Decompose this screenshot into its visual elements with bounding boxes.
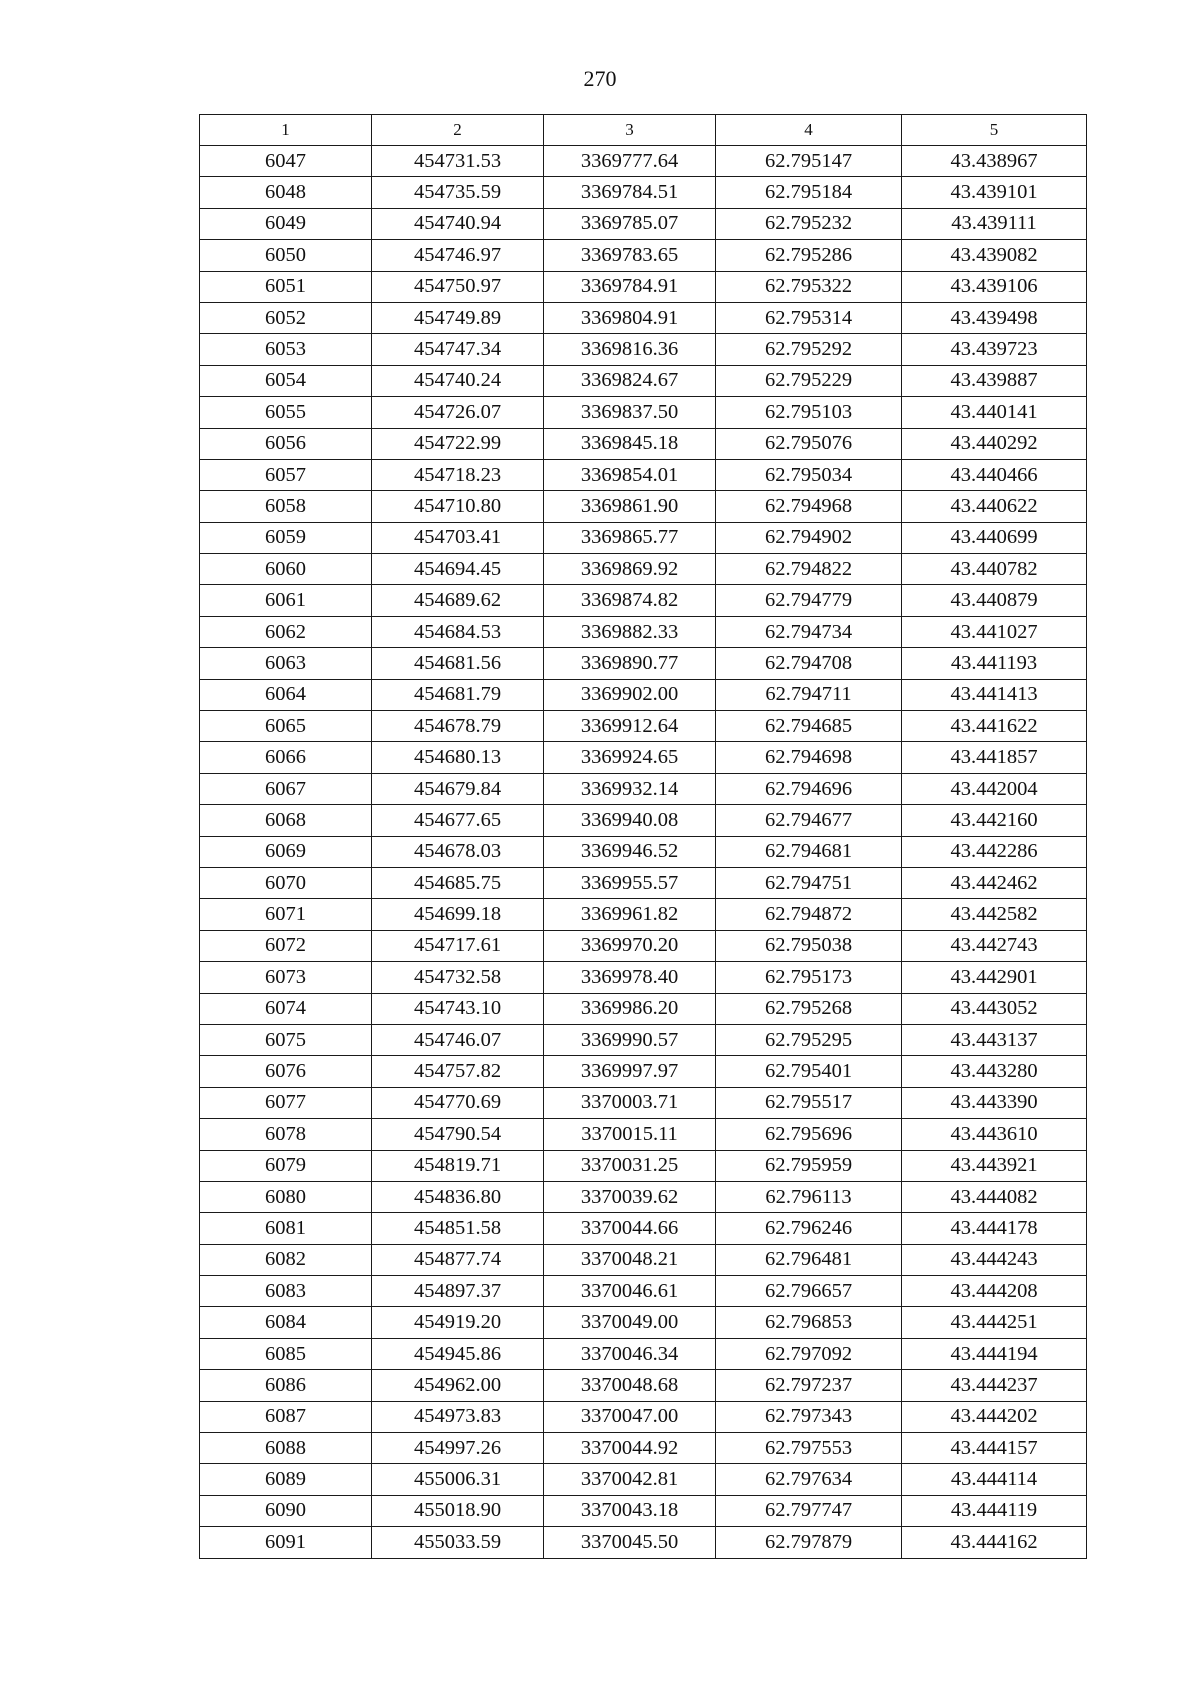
y-coordinate-cell: 3369955.57 xyxy=(544,867,716,898)
longitude-cell: 62.795286 xyxy=(716,240,902,271)
table-row xyxy=(200,930,1087,961)
longitude-cell: 62.795292 xyxy=(716,334,902,365)
x-coordinate-cell: 454732.58 xyxy=(372,962,544,993)
point-number-cell: 6080 xyxy=(200,1181,372,1212)
point-number-cell: 6056 xyxy=(200,428,372,459)
coordinates-table xyxy=(199,114,1087,1559)
table-row xyxy=(200,522,1087,553)
table-row xyxy=(200,1401,1087,1432)
y-coordinate-cell: 3369912.64 xyxy=(544,711,716,742)
table-row xyxy=(200,1527,1087,1558)
point-number-cell: 6061 xyxy=(200,585,372,616)
y-coordinate-cell: 3370043.18 xyxy=(544,1495,716,1526)
y-coordinate-cell: 3369845.18 xyxy=(544,428,716,459)
latitude-cell: 43.443137 xyxy=(902,1024,1087,1055)
longitude-cell: 62.794711 xyxy=(716,679,902,710)
latitude-cell: 43.444194 xyxy=(902,1338,1087,1369)
x-coordinate-cell: 455018.90 xyxy=(372,1495,544,1526)
point-number-cell: 6071 xyxy=(200,899,372,930)
point-number-cell: 6086 xyxy=(200,1370,372,1401)
latitude-cell: 43.444157 xyxy=(902,1433,1087,1464)
x-coordinate-cell: 454877.74 xyxy=(372,1244,544,1275)
table-row xyxy=(200,554,1087,585)
latitude-cell: 43.443052 xyxy=(902,993,1087,1024)
point-number-cell: 6067 xyxy=(200,773,372,804)
latitude-cell: 43.441193 xyxy=(902,648,1087,679)
y-coordinate-cell: 3369865.77 xyxy=(544,522,716,553)
point-number-cell: 6052 xyxy=(200,302,372,333)
y-coordinate-cell: 3370044.92 xyxy=(544,1433,716,1464)
x-coordinate-cell: 454681.56 xyxy=(372,648,544,679)
point-number-cell: 6068 xyxy=(200,805,372,836)
point-number-cell: 6060 xyxy=(200,554,372,585)
point-number-cell: 6059 xyxy=(200,522,372,553)
column-header: 5 xyxy=(902,115,1087,146)
table-row xyxy=(200,993,1087,1024)
y-coordinate-cell: 3369854.01 xyxy=(544,459,716,490)
longitude-cell: 62.794751 xyxy=(716,867,902,898)
longitude-cell: 62.795517 xyxy=(716,1087,902,1118)
latitude-cell: 43.444082 xyxy=(902,1181,1087,1212)
longitude-cell: 62.797553 xyxy=(716,1433,902,1464)
x-coordinate-cell: 454679.84 xyxy=(372,773,544,804)
y-coordinate-cell: 3369784.91 xyxy=(544,271,716,302)
latitude-cell: 43.442004 xyxy=(902,773,1087,804)
point-number-cell: 6087 xyxy=(200,1401,372,1432)
longitude-cell: 62.794708 xyxy=(716,648,902,679)
point-number-cell: 6050 xyxy=(200,240,372,271)
longitude-cell: 62.795184 xyxy=(716,177,902,208)
longitude-cell: 62.795401 xyxy=(716,1056,902,1087)
x-coordinate-cell: 454790.54 xyxy=(372,1119,544,1150)
y-coordinate-cell: 3370003.71 xyxy=(544,1087,716,1118)
table-row xyxy=(200,711,1087,742)
x-coordinate-cell: 454689.62 xyxy=(372,585,544,616)
longitude-cell: 62.795959 xyxy=(716,1150,902,1181)
longitude-cell: 62.795103 xyxy=(716,397,902,428)
x-coordinate-cell: 454678.03 xyxy=(372,836,544,867)
x-coordinate-cell: 454919.20 xyxy=(372,1307,544,1338)
table-row xyxy=(200,302,1087,333)
table-row xyxy=(200,1276,1087,1307)
latitude-cell: 43.440782 xyxy=(902,554,1087,585)
x-coordinate-cell: 454718.23 xyxy=(372,459,544,490)
point-number-cell: 6091 xyxy=(200,1527,372,1558)
latitude-cell: 43.443390 xyxy=(902,1087,1087,1118)
latitude-cell: 43.442462 xyxy=(902,867,1087,898)
x-coordinate-cell: 454746.97 xyxy=(372,240,544,271)
longitude-cell: 62.794902 xyxy=(716,522,902,553)
x-coordinate-cell: 454735.59 xyxy=(372,177,544,208)
x-coordinate-cell: 454699.18 xyxy=(372,899,544,930)
longitude-cell: 62.795038 xyxy=(716,930,902,961)
y-coordinate-cell: 3370031.25 xyxy=(544,1150,716,1181)
table-row xyxy=(200,1056,1087,1087)
y-coordinate-cell: 3369978.40 xyxy=(544,962,716,993)
y-coordinate-cell: 3369986.20 xyxy=(544,993,716,1024)
y-coordinate-cell: 3370039.62 xyxy=(544,1181,716,1212)
longitude-cell: 62.797879 xyxy=(716,1527,902,1558)
table-row xyxy=(200,1307,1087,1338)
x-coordinate-cell: 454757.82 xyxy=(372,1056,544,1087)
longitude-cell: 62.794968 xyxy=(716,491,902,522)
y-coordinate-cell: 3369961.82 xyxy=(544,899,716,930)
table-row xyxy=(200,773,1087,804)
point-number-cell: 6047 xyxy=(200,146,372,177)
latitude-cell: 43.444251 xyxy=(902,1307,1087,1338)
point-number-cell: 6078 xyxy=(200,1119,372,1150)
x-coordinate-cell: 454945.86 xyxy=(372,1338,544,1369)
point-number-cell: 6088 xyxy=(200,1433,372,1464)
y-coordinate-cell: 3370042.81 xyxy=(544,1464,716,1495)
y-coordinate-cell: 3370015.11 xyxy=(544,1119,716,1150)
y-coordinate-cell: 3370049.00 xyxy=(544,1307,716,1338)
column-header: 1 xyxy=(200,115,372,146)
point-number-cell: 6085 xyxy=(200,1338,372,1369)
latitude-cell: 43.440622 xyxy=(902,491,1087,522)
table-row xyxy=(200,679,1087,710)
point-number-cell: 6090 xyxy=(200,1495,372,1526)
latitude-cell: 43.442743 xyxy=(902,930,1087,961)
longitude-cell: 62.795232 xyxy=(716,208,902,239)
latitude-cell: 43.441622 xyxy=(902,711,1087,742)
point-number-cell: 6079 xyxy=(200,1150,372,1181)
column-header: 2 xyxy=(372,115,544,146)
point-number-cell: 6074 xyxy=(200,993,372,1024)
x-coordinate-cell: 454836.80 xyxy=(372,1181,544,1212)
table-row xyxy=(200,208,1087,239)
table-row xyxy=(200,962,1087,993)
table-row xyxy=(200,1213,1087,1244)
x-coordinate-cell: 454746.07 xyxy=(372,1024,544,1055)
x-coordinate-cell: 454749.89 xyxy=(372,302,544,333)
table-row xyxy=(200,585,1087,616)
y-coordinate-cell: 3370048.21 xyxy=(544,1244,716,1275)
table-row xyxy=(200,177,1087,208)
point-number-cell: 6065 xyxy=(200,711,372,742)
table-row xyxy=(200,805,1087,836)
point-number-cell: 6077 xyxy=(200,1087,372,1118)
y-coordinate-cell: 3369990.57 xyxy=(544,1024,716,1055)
point-number-cell: 6083 xyxy=(200,1276,372,1307)
table-row xyxy=(200,459,1087,490)
point-number-cell: 6089 xyxy=(200,1464,372,1495)
y-coordinate-cell: 3369997.97 xyxy=(544,1056,716,1087)
latitude-cell: 43.442901 xyxy=(902,962,1087,993)
point-number-cell: 6062 xyxy=(200,616,372,647)
latitude-cell: 43.442286 xyxy=(902,836,1087,867)
longitude-cell: 62.797092 xyxy=(716,1338,902,1369)
point-number-cell: 6058 xyxy=(200,491,372,522)
table-row xyxy=(200,397,1087,428)
y-coordinate-cell: 3370046.61 xyxy=(544,1276,716,1307)
latitude-cell: 43.439106 xyxy=(902,271,1087,302)
x-coordinate-cell: 454740.94 xyxy=(372,208,544,239)
latitude-cell: 43.442582 xyxy=(902,899,1087,930)
latitude-cell: 43.440292 xyxy=(902,428,1087,459)
longitude-cell: 62.795295 xyxy=(716,1024,902,1055)
latitude-cell: 43.439723 xyxy=(902,334,1087,365)
longitude-cell: 62.795229 xyxy=(716,365,902,396)
table-row xyxy=(200,1024,1087,1055)
y-coordinate-cell: 3369924.65 xyxy=(544,742,716,773)
point-number-cell: 6069 xyxy=(200,836,372,867)
x-coordinate-cell: 454685.75 xyxy=(372,867,544,898)
y-coordinate-cell: 3370047.00 xyxy=(544,1401,716,1432)
y-coordinate-cell: 3369861.90 xyxy=(544,491,716,522)
table-row xyxy=(200,1181,1087,1212)
table-row xyxy=(200,1150,1087,1181)
longitude-cell: 62.795034 xyxy=(716,459,902,490)
y-coordinate-cell: 3369785.07 xyxy=(544,208,716,239)
longitude-cell: 62.796113 xyxy=(716,1181,902,1212)
latitude-cell: 43.439101 xyxy=(902,177,1087,208)
latitude-cell: 43.439111 xyxy=(902,208,1087,239)
y-coordinate-cell: 3370048.68 xyxy=(544,1370,716,1401)
y-coordinate-cell: 3370045.50 xyxy=(544,1527,716,1558)
x-coordinate-cell: 454731.53 xyxy=(372,146,544,177)
longitude-cell: 62.796246 xyxy=(716,1213,902,1244)
latitude-cell: 43.441857 xyxy=(902,742,1087,773)
table-row xyxy=(200,616,1087,647)
x-coordinate-cell: 454703.41 xyxy=(372,522,544,553)
table-row xyxy=(200,240,1087,271)
longitude-cell: 62.795314 xyxy=(716,302,902,333)
longitude-cell: 62.794677 xyxy=(716,805,902,836)
table-row xyxy=(200,271,1087,302)
point-number-cell: 6084 xyxy=(200,1307,372,1338)
longitude-cell: 62.794872 xyxy=(716,899,902,930)
longitude-cell: 62.794685 xyxy=(716,711,902,742)
x-coordinate-cell: 454680.13 xyxy=(372,742,544,773)
x-coordinate-cell: 454962.00 xyxy=(372,1370,544,1401)
table-row xyxy=(200,1495,1087,1526)
longitude-cell: 62.794779 xyxy=(716,585,902,616)
table-row xyxy=(200,836,1087,867)
latitude-cell: 43.439498 xyxy=(902,302,1087,333)
latitude-cell: 43.443610 xyxy=(902,1119,1087,1150)
x-coordinate-cell: 454684.53 xyxy=(372,616,544,647)
longitude-cell: 62.797237 xyxy=(716,1370,902,1401)
table-row xyxy=(200,648,1087,679)
point-number-cell: 6053 xyxy=(200,334,372,365)
table-row xyxy=(200,867,1087,898)
longitude-cell: 62.795696 xyxy=(716,1119,902,1150)
y-coordinate-cell: 3369890.77 xyxy=(544,648,716,679)
table-header-row xyxy=(200,115,1087,146)
point-number-cell: 6073 xyxy=(200,962,372,993)
longitude-cell: 62.796657 xyxy=(716,1276,902,1307)
x-coordinate-cell: 454973.83 xyxy=(372,1401,544,1432)
longitude-cell: 62.794822 xyxy=(716,554,902,585)
latitude-cell: 43.440699 xyxy=(902,522,1087,553)
x-coordinate-cell: 454740.24 xyxy=(372,365,544,396)
y-coordinate-cell: 3369824.67 xyxy=(544,365,716,396)
x-coordinate-cell: 454717.61 xyxy=(372,930,544,961)
point-number-cell: 6055 xyxy=(200,397,372,428)
table-row xyxy=(200,365,1087,396)
point-number-cell: 6063 xyxy=(200,648,372,679)
point-number-cell: 6057 xyxy=(200,459,372,490)
table-row xyxy=(200,1433,1087,1464)
point-number-cell: 6081 xyxy=(200,1213,372,1244)
latitude-cell: 43.444208 xyxy=(902,1276,1087,1307)
latitude-cell: 43.441027 xyxy=(902,616,1087,647)
latitude-cell: 43.440141 xyxy=(902,397,1087,428)
column-header: 4 xyxy=(716,115,902,146)
longitude-cell: 62.797343 xyxy=(716,1401,902,1432)
x-coordinate-cell: 454770.69 xyxy=(372,1087,544,1118)
y-coordinate-cell: 3370046.34 xyxy=(544,1338,716,1369)
x-coordinate-cell: 454678.79 xyxy=(372,711,544,742)
x-coordinate-cell: 454694.45 xyxy=(372,554,544,585)
point-number-cell: 6070 xyxy=(200,867,372,898)
y-coordinate-cell: 3370044.66 xyxy=(544,1213,716,1244)
latitude-cell: 43.440466 xyxy=(902,459,1087,490)
longitude-cell: 62.795076 xyxy=(716,428,902,459)
x-coordinate-cell: 454722.99 xyxy=(372,428,544,459)
latitude-cell: 43.444119 xyxy=(902,1495,1087,1526)
y-coordinate-cell: 3369970.20 xyxy=(544,930,716,961)
table-row xyxy=(200,1244,1087,1275)
x-coordinate-cell: 454750.97 xyxy=(372,271,544,302)
x-coordinate-cell: 455033.59 xyxy=(372,1527,544,1558)
y-coordinate-cell: 3369784.51 xyxy=(544,177,716,208)
point-number-cell: 6075 xyxy=(200,1024,372,1055)
latitude-cell: 43.444237 xyxy=(902,1370,1087,1401)
table-row xyxy=(200,1119,1087,1150)
column-header: 3 xyxy=(544,115,716,146)
latitude-cell: 43.441413 xyxy=(902,679,1087,710)
longitude-cell: 62.794696 xyxy=(716,773,902,804)
x-coordinate-cell: 454997.26 xyxy=(372,1433,544,1464)
y-coordinate-cell: 3369902.00 xyxy=(544,679,716,710)
table-row xyxy=(200,1464,1087,1495)
point-number-cell: 6054 xyxy=(200,365,372,396)
page-number: 270 xyxy=(583,66,617,91)
x-coordinate-cell: 454897.37 xyxy=(372,1276,544,1307)
longitude-cell: 62.795322 xyxy=(716,271,902,302)
latitude-cell: 43.439082 xyxy=(902,240,1087,271)
longitude-cell: 62.797634 xyxy=(716,1464,902,1495)
table-row xyxy=(200,742,1087,773)
table-row xyxy=(200,1338,1087,1369)
table-row xyxy=(200,491,1087,522)
point-number-cell: 6064 xyxy=(200,679,372,710)
x-coordinate-cell: 454819.71 xyxy=(372,1150,544,1181)
longitude-cell: 62.794734 xyxy=(716,616,902,647)
longitude-cell: 62.795173 xyxy=(716,962,902,993)
longitude-cell: 62.794698 xyxy=(716,742,902,773)
latitude-cell: 43.440879 xyxy=(902,585,1087,616)
point-number-cell: 6072 xyxy=(200,930,372,961)
y-coordinate-cell: 3369946.52 xyxy=(544,836,716,867)
y-coordinate-cell: 3369777.64 xyxy=(544,146,716,177)
point-number-cell: 6049 xyxy=(200,208,372,239)
point-number-cell: 6048 xyxy=(200,177,372,208)
latitude-cell: 43.444202 xyxy=(902,1401,1087,1432)
x-coordinate-cell: 454681.79 xyxy=(372,679,544,710)
x-coordinate-cell: 454747.34 xyxy=(372,334,544,365)
point-number-cell: 6051 xyxy=(200,271,372,302)
point-number-cell: 6076 xyxy=(200,1056,372,1087)
longitude-cell: 62.795268 xyxy=(716,993,902,1024)
x-coordinate-cell: 454851.58 xyxy=(372,1213,544,1244)
y-coordinate-cell: 3369804.91 xyxy=(544,302,716,333)
longitude-cell: 62.795147 xyxy=(716,146,902,177)
latitude-cell: 43.443921 xyxy=(902,1150,1087,1181)
longitude-cell: 62.796853 xyxy=(716,1307,902,1338)
latitude-cell: 43.443280 xyxy=(902,1056,1087,1087)
x-coordinate-cell: 454710.80 xyxy=(372,491,544,522)
longitude-cell: 62.797747 xyxy=(716,1495,902,1526)
latitude-cell: 43.444162 xyxy=(902,1527,1087,1558)
y-coordinate-cell: 3369874.82 xyxy=(544,585,716,616)
y-coordinate-cell: 3369940.08 xyxy=(544,805,716,836)
table-row xyxy=(200,146,1087,177)
x-coordinate-cell: 454726.07 xyxy=(372,397,544,428)
x-coordinate-cell: 454677.65 xyxy=(372,805,544,836)
y-coordinate-cell: 3369816.36 xyxy=(544,334,716,365)
latitude-cell: 43.439887 xyxy=(902,365,1087,396)
longitude-cell: 62.794681 xyxy=(716,836,902,867)
y-coordinate-cell: 3369837.50 xyxy=(544,397,716,428)
latitude-cell: 43.442160 xyxy=(902,805,1087,836)
point-number-cell: 6082 xyxy=(200,1244,372,1275)
table-row xyxy=(200,334,1087,365)
table-row xyxy=(200,899,1087,930)
latitude-cell: 43.444243 xyxy=(902,1244,1087,1275)
latitude-cell: 43.444178 xyxy=(902,1213,1087,1244)
table-row xyxy=(200,428,1087,459)
y-coordinate-cell: 3369783.65 xyxy=(544,240,716,271)
longitude-cell: 62.796481 xyxy=(716,1244,902,1275)
table-body xyxy=(200,146,1087,1559)
x-coordinate-cell: 454743.10 xyxy=(372,993,544,1024)
table-row xyxy=(200,1370,1087,1401)
latitude-cell: 43.438967 xyxy=(902,146,1087,177)
table-row xyxy=(200,1087,1087,1118)
latitude-cell: 43.444114 xyxy=(902,1464,1087,1495)
y-coordinate-cell: 3369882.33 xyxy=(544,616,716,647)
x-coordinate-cell: 455006.31 xyxy=(372,1464,544,1495)
point-number-cell: 6066 xyxy=(200,742,372,773)
y-coordinate-cell: 3369932.14 xyxy=(544,773,716,804)
y-coordinate-cell: 3369869.92 xyxy=(544,554,716,585)
